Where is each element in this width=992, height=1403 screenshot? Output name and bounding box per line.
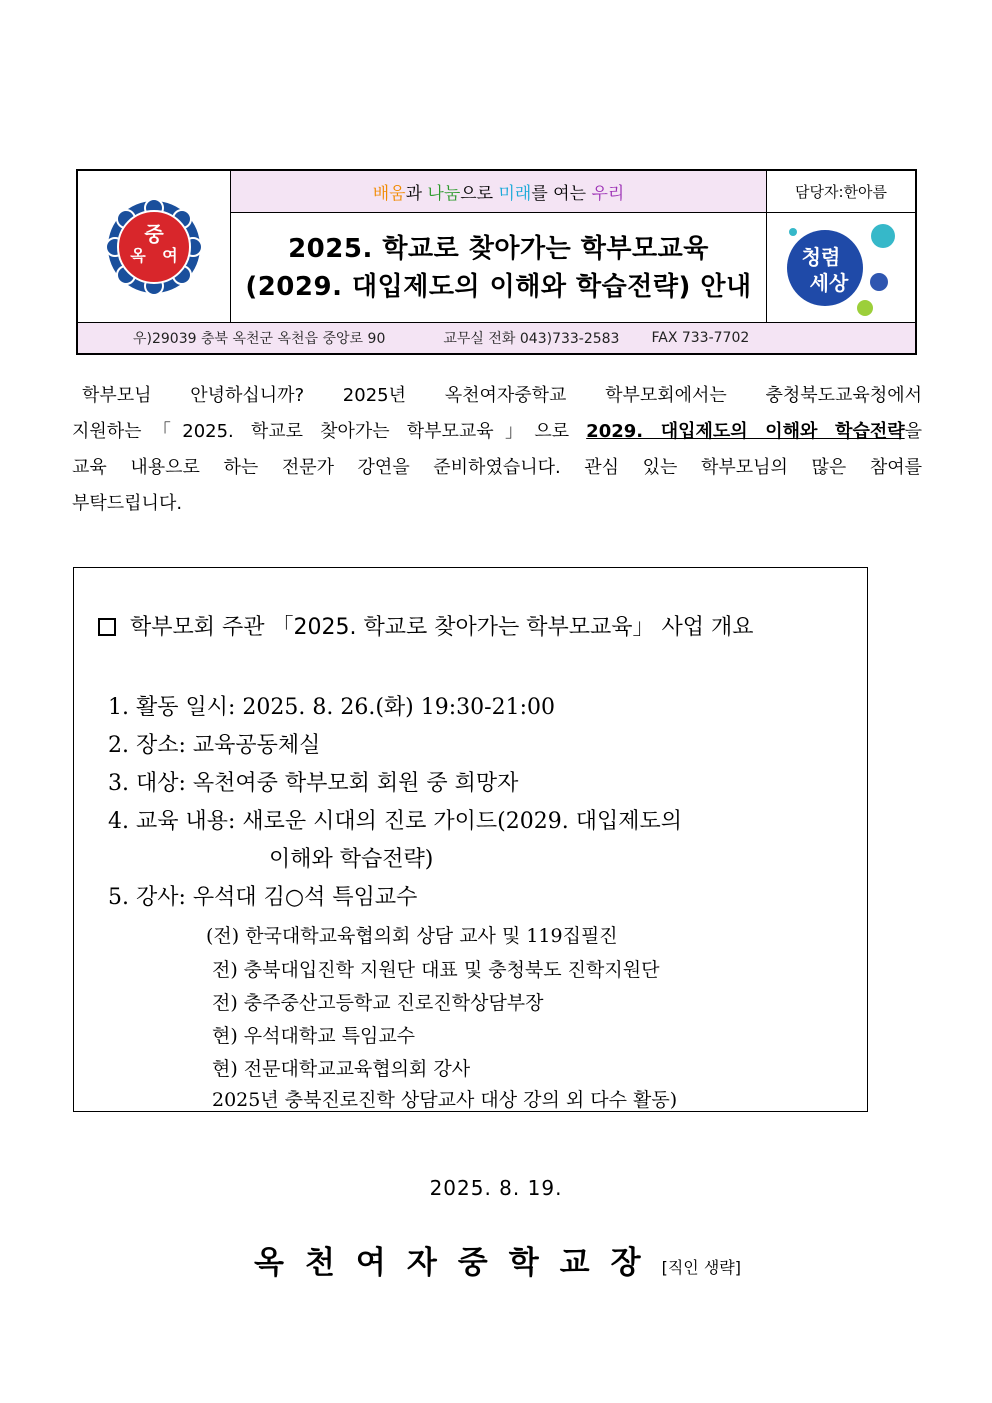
outline-item-datetime: 1. 활동 일시: 2025. 8. 26.(화) 19:30-21:00 (108, 695, 555, 720)
outline-title-text: 학부모회 주관 「2025. 학교로 찾아가는 학부모교육」 사업 개요 (130, 615, 754, 640)
emblem-text-1: 청렴 (801, 244, 841, 269)
slogan-word-3: 나눔 (427, 184, 461, 204)
outline-item-content: 4. 교육 내용: 새로운 시대의 진로 가이드(2029. 대입제도의 (108, 809, 682, 834)
career-line-2: 전) 충북대입진학 지원단 대표 및 충청북도 진학지원단 (212, 959, 660, 981)
title-line-2: (2029. 대입제도의 이해와 학습전략) 안내 (245, 271, 752, 302)
letterhead (76, 169, 917, 355)
outline-item-place: 2. 장소: 교육공동체실 (108, 733, 321, 758)
signature (254, 1237, 741, 1282)
school-logo-icon (106, 199, 202, 295)
outline-item-content-cont: 이해와 학습전략) (269, 847, 434, 872)
program-outline-box (73, 567, 868, 1112)
contact-row (78, 322, 915, 353)
issue-date: 2025. 8. 19. (429, 1176, 563, 1200)
outline-item-target: 3. 대상: 옥천여중 학부모회 회원 중 희망자 (108, 771, 519, 796)
slogan-word-7: 우리 (591, 184, 625, 204)
slogan-word-1: 배움 (372, 184, 406, 204)
outline-title (98, 610, 753, 641)
fax-text: FAX 733-7702 (651, 330, 750, 346)
career-line-3: 전) 충주중산고등학교 진로진학상담부장 (212, 992, 544, 1014)
intro-paragraph (72, 378, 922, 522)
slogan-word-5: 미래 (498, 184, 532, 204)
document-title (231, 213, 767, 322)
intro-line-4: 부탁드립니다. (72, 493, 183, 514)
phone-text: 교무실 전화 043)733-2583 (443, 331, 620, 347)
logo-top-glyph: 중 (144, 221, 164, 246)
intro-line-2-pre: 지원하는「2025. 학교로 찾아가는 학부모교육」으로 (72, 421, 587, 442)
outline-item-lecturer: 5. 강사: 우석대 김○석 특임교수 (108, 885, 418, 910)
intro-emphasis: 2029. 대입제도의 이해와 학습전략 (586, 421, 905, 442)
slogan-word-6: 를 여는 (531, 184, 592, 204)
logo-left-glyph: 옥 (130, 245, 146, 265)
slogan-word-4: 으로 (460, 184, 499, 204)
integrity-emblem-cell (767, 213, 915, 322)
principal-title: 옥천여자중학교장 (254, 1245, 662, 1281)
address-text: 우)29039 충북 옥천군 옥천읍 중앙로 90 (133, 331, 386, 347)
intro-line-1: 학부모님 안녕하십니까? 2025년 옥천여자중학교 학부모회에서는 충청북도교육청에서 (82, 385, 922, 406)
career-line-6: 2025년 충북진로진학 상담교사 대상 강의 외 다수 활동) (212, 1089, 678, 1111)
logo-right-glyph: 여 (162, 245, 178, 265)
intro-line-2 (72, 414, 922, 450)
title-line-1: 2025. 학교로 찾아가는 학부모교육 (288, 233, 709, 264)
seal-note: [직인 생략] (661, 1258, 741, 1277)
emblem-text-2: 세상 (809, 270, 849, 295)
manager-label: 담당자:한아름 (767, 171, 915, 213)
school-slogan (231, 171, 767, 213)
intro-line-2-post: 을 (904, 421, 922, 442)
intro-line-3: 교육 내용으로 하는 전문가 강연을 준비하였습니다. 관심 있는 학부모님의 많은 참여를 (72, 457, 922, 478)
career-line-5: 현) 전문대학교교육협의회 강사 (212, 1058, 471, 1080)
slogan-word-2: 과 (405, 184, 428, 204)
career-line-4: 현) 우석대학교 특임교수 (212, 1025, 416, 1047)
integrity-emblem-icon (781, 216, 901, 320)
checkbox-square-icon (98, 618, 116, 636)
school-logo-cell (78, 171, 231, 322)
career-line-1: (전) 한국대학교육협의회 상담 교사 및 119집필진 (206, 925, 618, 947)
